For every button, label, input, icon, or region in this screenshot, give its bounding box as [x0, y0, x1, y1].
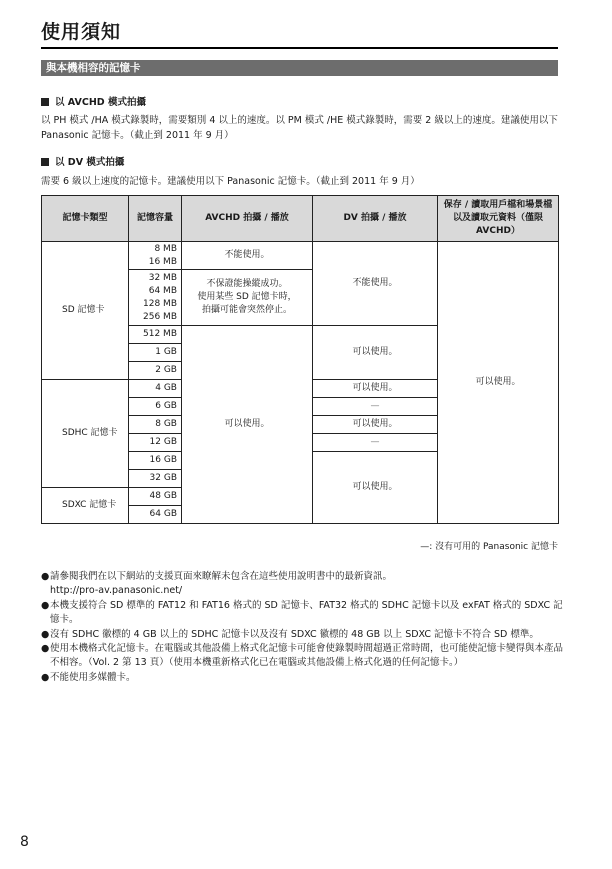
table-row	[42, 242, 559, 270]
capacity-cell: 6 GB	[129, 398, 182, 416]
dv-usable-4gb-cell: 可以使用。	[313, 380, 438, 398]
bullet-icon: ●	[41, 571, 50, 582]
notes-list	[41, 570, 563, 685]
table-header-row	[42, 196, 559, 242]
bullet-icon: ●	[41, 628, 50, 640]
page-title: 使用須知	[41, 21, 122, 43]
dv-unusable-cell: 不能使用。	[313, 242, 438, 326]
dv-usable-sd-cell: 可以使用。	[313, 326, 438, 380]
bullet-icon: ●	[41, 599, 50, 611]
save-read-usable-cell: 可以使用。	[438, 242, 559, 524]
capacity-cell: 12 GB	[129, 434, 182, 452]
avchd-not-guaranteed-cell: 不保證能操縱成功。 使用某些 SD 記憶卡時， 拍攝可能會突然停止。	[182, 270, 313, 326]
card-type-sdhc: SDHC 記憶卡	[42, 380, 129, 488]
dv-heading-text: 以 DV 模式拍攝	[55, 157, 125, 168]
note-text: 請參閱我們在以下網站的支援頁面來瞭解未包含在這些使用說明書中的最新資訊。 http://pro-av.panasonic.net/	[50, 571, 393, 597]
capacity-cell: 32 MB 64 MB 128 MB 256 MB	[129, 270, 182, 326]
page-number: 8	[20, 834, 29, 850]
note-text: 使用本機格式化記憶卡。在電腦或其他設備上格式化記憶卡可能會使錄製時間超過正常時間，也可能使記憶卡變得與本產品不相容。（Vol. 2 第 13 頁）（使用本機重新格式化已在電腦或其他設備上格式化過的任何記憶卡。）	[50, 643, 564, 669]
capacity-cell: 512 MB	[129, 326, 182, 344]
square-bullet-icon	[41, 158, 49, 166]
square-bullet-icon	[41, 98, 49, 106]
avchd-heading-text: 以 AVCHD 模式拍攝	[55, 97, 146, 108]
dv-dash-6gb-cell: —	[313, 398, 438, 416]
list-item	[41, 570, 563, 599]
capacity-cell: 8 GB	[129, 416, 182, 434]
header-capacity: 記憶容量	[129, 196, 182, 242]
capacity-cell: 48 GB	[129, 488, 182, 506]
list-item	[41, 599, 563, 628]
capacity-cell: 1 GB	[129, 344, 182, 362]
header-avchd: AVCHD 拍攝 / 播放	[182, 196, 313, 242]
avchd-paragraph: 以 PH 模式 /HA 模式錄製時，需要類別 4 以上的速度。以 PM 模式 /HE 模式錄製時，需要 2 級以上的速度。建議使用以下 Panasonic 記憶卡。（截止到 2011 年 9 月）	[41, 115, 558, 141]
card-type-sdxc: SDXC 記憶卡	[42, 488, 129, 524]
header-dv: DV 拍攝 / 播放	[313, 196, 438, 242]
list-item	[41, 671, 563, 685]
table-legend: —: 沒有可用的 Panasonic 記憶卡	[420, 542, 558, 552]
capacity-cell: 2 GB	[129, 362, 182, 380]
capacity-cell: 64 GB	[129, 506, 182, 524]
bullet-icon: ●	[41, 643, 50, 655]
bullet-icon: ●	[41, 671, 50, 683]
capacity-cell: 16 GB	[129, 452, 182, 470]
avchd-usable-cell: 可以使用。	[182, 326, 313, 524]
note-text: 不能使用多媒體卡。	[50, 671, 136, 683]
avchd-heading	[41, 96, 146, 109]
list-item	[41, 628, 563, 642]
card-type-sd: SD 記憶卡	[42, 242, 129, 380]
dv-dash-12gb-cell: —	[313, 434, 438, 452]
header-save-read: 保存 / 讀取用戶檔和場景檔以及讀取元資料（僅限 AVCHD）	[438, 196, 559, 242]
list-item	[41, 642, 563, 671]
header-card-type: 記憶卡類型	[42, 196, 129, 242]
dv-heading	[41, 156, 124, 169]
capacity-cell: 32 GB	[129, 470, 182, 488]
capacity-cell: 4 GB	[129, 380, 182, 398]
dv-usable-16to64-cell: 可以使用。	[313, 452, 438, 524]
dv-paragraph: 需要 6 級以上速度的記憶卡。建議使用以下 Panasonic 記憶卡。（截止到 2011 年 9 月）	[41, 176, 420, 187]
title-divider	[41, 47, 558, 49]
note-text: 本機支援符合 SD 標準的 FAT12 和 FAT16 格式的 SD 記憶卡、FAT32 格式的 SDHC 記憶卡以及 exFAT 格式的 SDXC 記憶卡。	[50, 599, 563, 626]
note-text: 沒有 SDHC 徽標的 4 GB 以上的 SDHC 記憶卡以及沒有 SDXC 徽標的 48 GB 以上 SDXC 記憶卡不符合 SD 標準。	[50, 628, 539, 640]
dv-usable-8gb-cell: 可以使用。	[313, 416, 438, 434]
avchd-unusable-cell: 不能使用。	[182, 242, 313, 270]
section-title: 與本機相容的記憶卡	[41, 60, 558, 76]
memory-card-table	[41, 195, 559, 524]
capacity-cell: 8 MB 16 MB	[129, 242, 182, 270]
